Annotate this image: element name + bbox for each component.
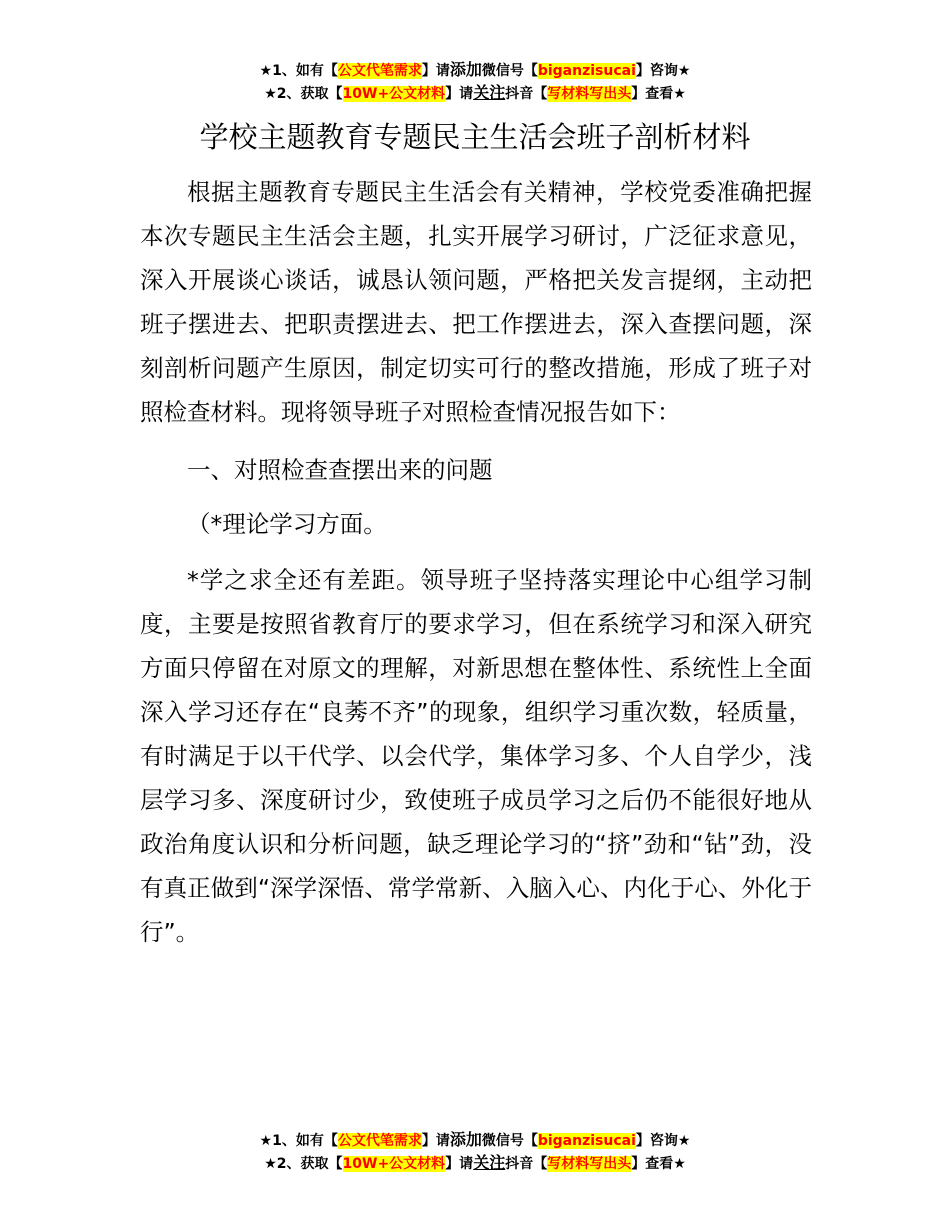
promo-text: 】请 bbox=[445, 1156, 474, 1172]
promo-emphasis: 关注 bbox=[473, 1153, 506, 1172]
promo-text: 】咨询★ bbox=[635, 63, 691, 79]
promo-highlight-materials: 10W+公文材料 bbox=[342, 1156, 446, 1172]
promo-emphasis: 添加 bbox=[449, 1130, 482, 1149]
promo-text: 】请 bbox=[421, 1133, 450, 1149]
promo-text: 】查看★ bbox=[631, 1156, 686, 1172]
promo-highlight-materials: 10W+公文材料 bbox=[342, 86, 446, 102]
promo-highlight-douyin: 写材料写出头 bbox=[547, 1156, 632, 1172]
promo-text: ★2、获取【 bbox=[264, 1156, 343, 1172]
promo-highlight-service: 公文代笔需求 bbox=[337, 63, 422, 79]
promo-line-2 bbox=[0, 1152, 950, 1175]
promo-highlight-douyin: 写材料写出头 bbox=[547, 86, 632, 102]
promo-highlight-wechat-id: biganzisucai bbox=[537, 1133, 636, 1149]
section-heading: 一、对照检查查摆出来的问题 bbox=[187, 456, 493, 484]
intro-paragraph: 根据主题教育专题民主生活会有关精神，学校党委准确把握本次专题民主生活会主题，扎实开展学习研讨，广泛征求意见，深入开展谈心谈话，诚恳认领问题，严格把关发言提纲，主动把班子摆进去、把职责摆进去、把工作摆进去，深入查摆问题，深刻剖析问题产生原因，制定切实可行的整改措施，形成了班子对照检查材料。现将领导班子对照检查情况报告如下： bbox=[140, 178, 812, 426]
promo-text: 微信号【 bbox=[481, 1133, 538, 1149]
footer-promo-banner bbox=[0, 1129, 950, 1175]
promo-text: ★2、获取【 bbox=[264, 86, 343, 102]
promo-line-2 bbox=[0, 82, 950, 105]
promo-text: 抖音【 bbox=[505, 1156, 548, 1172]
promo-emphasis: 关注 bbox=[473, 83, 506, 102]
promo-text: 微信号【 bbox=[481, 63, 538, 79]
document-title: 学校主题教育专题民主生活会班子剖析材料 bbox=[199, 120, 751, 154]
promo-text: 】请 bbox=[445, 86, 474, 102]
promo-text: 】咨询★ bbox=[635, 1133, 691, 1149]
subsection-heading: （*理论学习方面。 bbox=[187, 510, 387, 538]
body-paragraph: *学之求全还有差距。领导班子坚持落实理论中心组学习制度，主要是按照省教育厅的要求学习，但在系统学习和深入研究方面只停留在对原文的理解，对新思想在整体性、系统性上全面深入学习还存在“良莠不齐”的现象，组织学习重次数，轻质量，有时满足于以干代学、以会代学，集体学习多、个人自学少，浅层学习多、深度研讨少，致使班子成员学习之后仍不能很好地从政治角度认识和分析问题，缺乏理论学习的“挤”劲和“钻”劲，没有真正做到“深学深悟、常学常新、入脑入心、内化于心、外化于行”。 bbox=[140, 566, 812, 946]
promo-text: 抖音【 bbox=[505, 86, 548, 102]
promo-line-1 bbox=[0, 59, 950, 82]
promo-highlight-wechat-id: biganzisucai bbox=[537, 63, 636, 79]
document-body bbox=[140, 170, 812, 954]
promo-highlight-service: 公文代笔需求 bbox=[337, 1133, 422, 1149]
promo-text: ★1、如有【 bbox=[259, 63, 338, 79]
promo-text: 】请 bbox=[421, 63, 450, 79]
promo-line-1 bbox=[0, 1129, 950, 1152]
promo-emphasis: 添加 bbox=[449, 60, 482, 79]
header-promo-banner bbox=[0, 59, 950, 105]
promo-text: 】查看★ bbox=[631, 86, 686, 102]
promo-text: ★1、如有【 bbox=[259, 1133, 338, 1149]
